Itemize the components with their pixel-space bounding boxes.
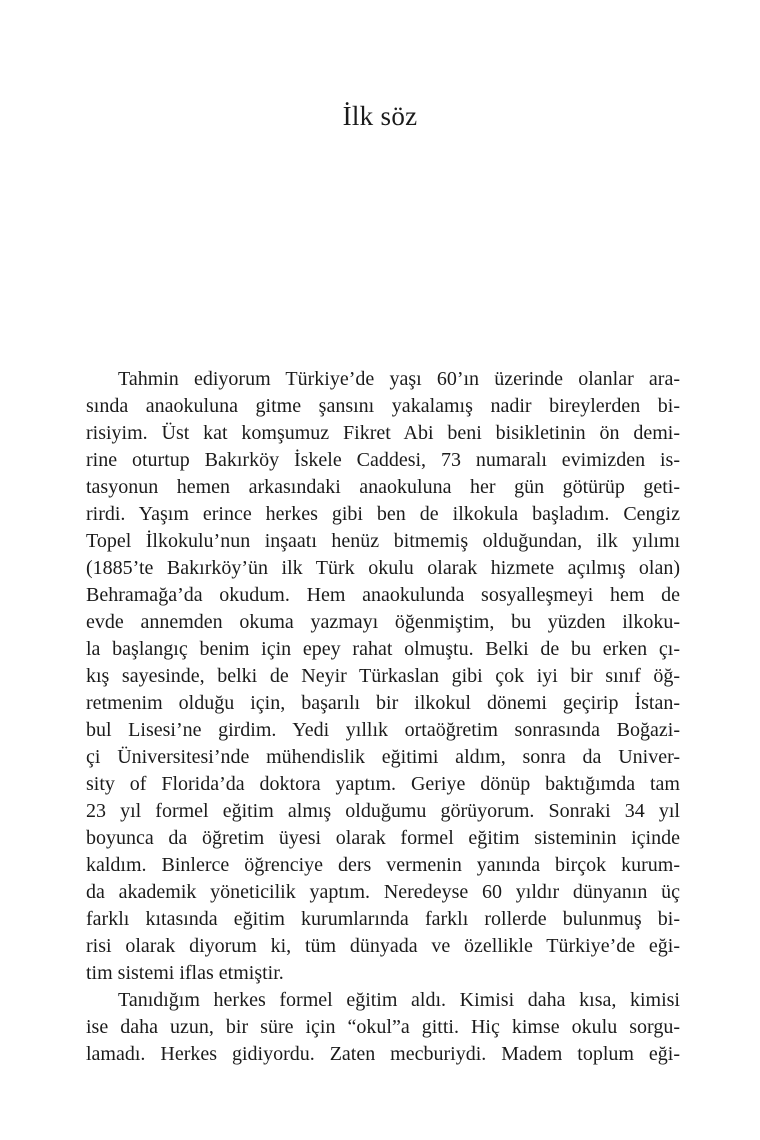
text-line: bul Lisesi’ne girdim. Yedi yıllık ortaöğretim sonrasında Boğazi- <box>86 719 680 741</box>
text-line: lamadı. Herkes gidiyordu. Zaten mecburiydi. Madem toplum eği- <box>86 1043 680 1065</box>
text-line: çi Üniversitesi’nde mühendislik eğitimi aldım, sonra da Univer- <box>86 746 680 768</box>
text-line: ise daha uzun, bir süre için “okul”a gitti. Hiç kimse okulu sorgu- <box>86 1016 680 1038</box>
text-line: Behramağa’da okudum. Hem anaokulunda sosyalleşmeyi hem de <box>86 584 680 606</box>
text-line: (1885’te Bakırköy’ün ilk Türk okulu olarak hizmete açılmış olan) <box>86 557 680 579</box>
text-line: risi olarak diyorum ki, tüm dünyada ve özellikle Türkiye’de eği- <box>86 935 680 957</box>
text-line: la başlangıç benim için epey rahat olmuştu. Belki de bu erken çı- <box>86 638 680 660</box>
text-line: tasyonun hemen arkasındaki anaokuluna her gün götürüp geti- <box>86 476 680 498</box>
text-line: Topel İlkokulu’nun inşaatı henüz bitmemiş olduğundan, ilk yılımı <box>86 530 680 552</box>
text-line: Tanıdığım herkes formel eğitim aldı. Kimisi daha kısa, kimisi <box>118 989 680 1011</box>
text-line: kaldım. Binlerce öğrenciye ders vermenin yanında birçok kurum- <box>86 854 680 876</box>
text-line: retmenim olduğu için, başarılı bir ilkokul dönemi geçirip İstan- <box>86 692 680 714</box>
text-line: kış sayesinde, belki de Neyir Türkaslan gibi çok iyi bir sınıf öğ- <box>86 665 680 687</box>
text-line: boyunca da öğretim üyesi olarak formel eğitim sisteminin içinde <box>86 827 680 849</box>
text-line: sında anaokuluna gitme şansını yakalamış nadir bireylerden bi- <box>86 395 680 417</box>
chapter-title: İlk söz <box>342 101 418 131</box>
text-line: rirdi. Yaşım erince herkes gibi ben de ilkokula başladım. Cengiz <box>86 503 680 525</box>
text-line: tim sistemi iflas etmiştir. <box>86 962 284 984</box>
text-line: risiyim. Üst kat komşumuz Fikret Abi beni bisikletinin ön demi- <box>86 422 680 444</box>
text-line: rine oturtup Bakırköy İskele Caddesi, 73 numaralı evimizden is- <box>86 449 680 471</box>
text-line: 23 yıl formel eğitim almış olduğumu görüyorum. Sonraki 34 yıl <box>86 800 680 822</box>
text-line: farklı kıtasında eğitim kurumlarında farklı rollerde bulunmuş bi- <box>86 908 680 930</box>
text-line: evde annemden okuma yazmayı öğenmiştim, bu yüzden ilkoku- <box>86 611 680 633</box>
text-line: sity of Florida’da doktora yaptım. Geriye dönüp baktığımda tam <box>86 773 680 795</box>
text-line: Tahmin ediyorum Türkiye’de yaşı 60’ın üzerinde olanlar ara- <box>118 368 680 390</box>
body-text <box>86 366 680 1068</box>
text-line: da akademik yöneticilik yaptım. Neredeyse 60 yıldır dünyanın üç <box>86 881 680 903</box>
